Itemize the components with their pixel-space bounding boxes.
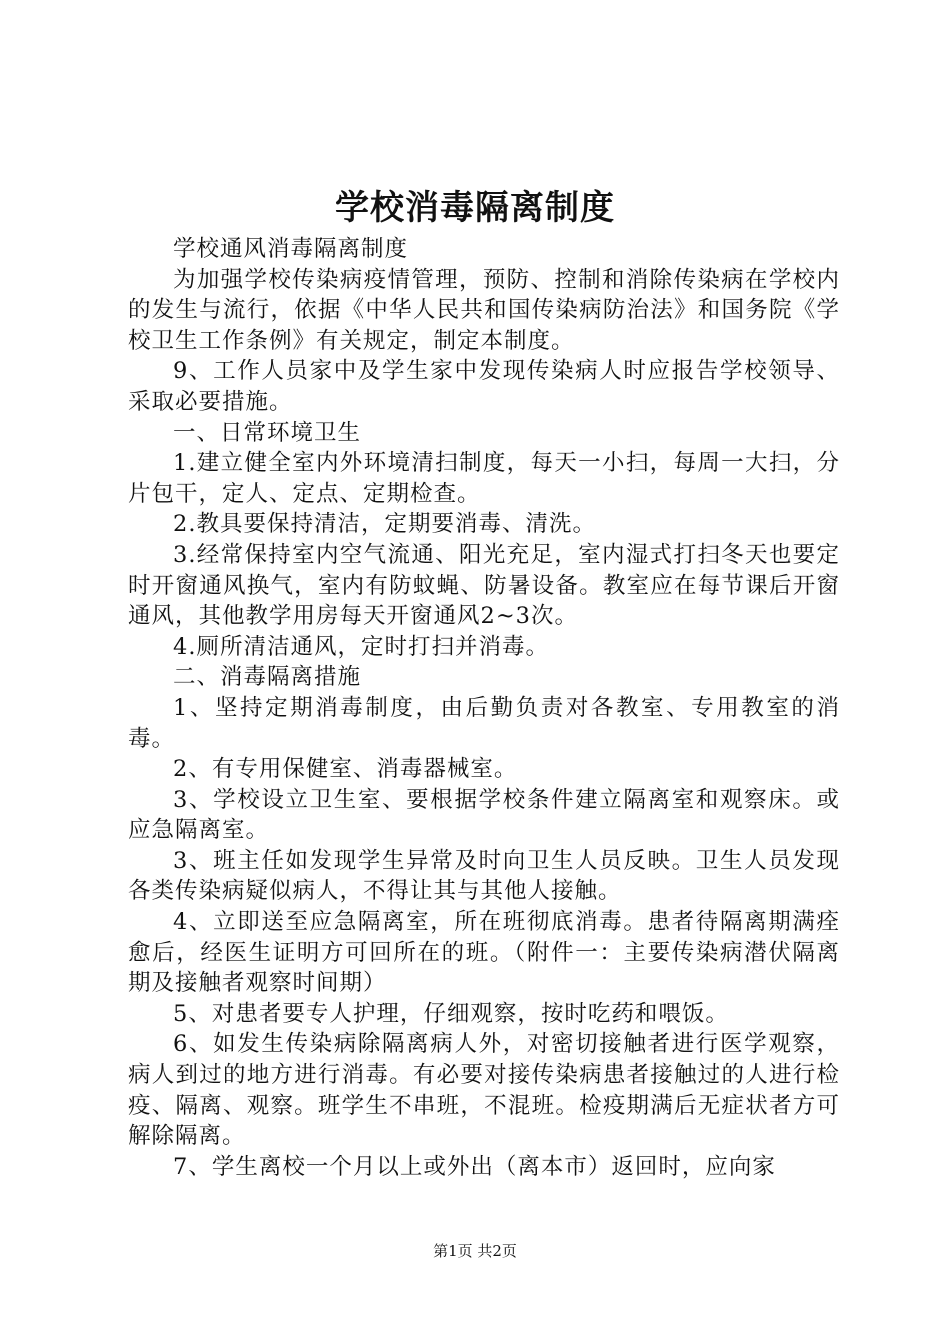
document-title: 学校消毒隔离制度 — [335, 188, 615, 228]
paragraph-item-9: 9、工作人员家中及学生家中发现传染病人时应报告学校领导、采取必要措施。 — [128, 358, 840, 415]
paragraph-measure-7: 7、学生离校一个月以上或外出（离本市）返回时，应向家 — [173, 1153, 776, 1180]
paragraph-measure-3a: 3、学校设立卫生室、要根据学校条件建立隔离室和观察床。或应急隔离室。 — [128, 786, 840, 844]
paragraph-measure-4: 4、立即送至应急隔离室，所在班彻底消毒。患者待隔离期满痊愈后，经医生证明方可回所在的班。（附件一：主要传染病潜伏隔离期及接触者观察时间期） — [128, 909, 840, 997]
section-heading-daily-hygiene: 一、日常环境卫生 — [173, 419, 362, 446]
paragraph-measure-3b: 3、班主任如发现学生异常及时向卫生人员反映。卫生人员发现各类传染病疑似病人，不得让其与其他人接触。 — [128, 847, 840, 905]
paragraph-hygiene-1: 1.建立健全室内外环境清扫制度，每天一小扫，每周一大扫，分片包干，定人、定点、定期检查。 — [128, 450, 840, 507]
document-body — [128, 234, 840, 1182]
section-heading-isolation-measures: 二、消毒隔离措施 — [173, 664, 362, 691]
paragraph-measure-6: 6、如发生传染病除隔离病人外，对密切接触者进行医学观察，病人到过的地方进行消毒。有必要对接传染病患者接触过的人进行检疫、隔离、观察。班学生不串班，不混班。检疫期满后无症状者方可解除隔离。 — [128, 1031, 840, 1150]
paragraph-hygiene-4: 4.厕所清洁通风，定时打扫并消毒。 — [173, 633, 549, 660]
paragraph-measure-2: 2、有专用保健室、消毒器械室。 — [173, 756, 518, 783]
paragraph-subtitle: 学校通风消毒隔离制度 — [173, 236, 409, 262]
paragraph-intro: 为加强学校传染病疫情管理，预防、控制和消除传染病在学校内的发生与流行，依据《中华人民共和国传染病防治法》和国务院《学校卫生工作条例》有关规定，制定本制度。 — [128, 266, 840, 354]
page-footer: 第1页 共2页 — [433, 1242, 517, 1260]
paragraph-hygiene-2: 2.教具要保持清洁，定期要消毒、清洗。 — [173, 511, 596, 538]
paragraph-hygiene-3: 3.经常保持室内空气流通、阳光充足，室内湿式打扫冬天也要定时开窗通风换气，室内有防蚊蝇、防暑设备。教室应在每节课后开窗通风，其他教学用房每天开窗通风2~3次。 — [128, 541, 840, 630]
paragraph-measure-1: 1、坚持定期消毒制度，由后勤负责对各教室、专用教室的消毒。 — [128, 694, 840, 752]
paragraph-measure-5: 5、对患者要专人护理，仔细观察，按时吃药和喂饭。 — [173, 1000, 729, 1027]
